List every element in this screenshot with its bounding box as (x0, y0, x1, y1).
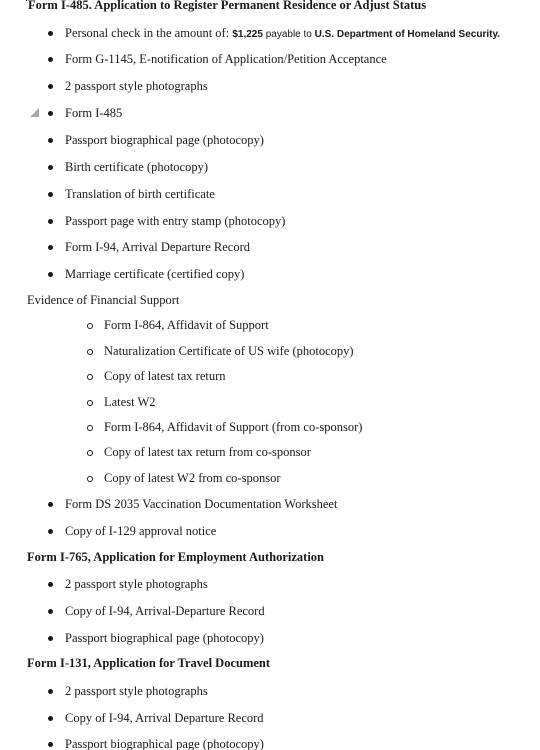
check-text-middle: payable to (262, 29, 315, 40)
circle-bullet-icon (87, 400, 93, 406)
bullet-icon (48, 84, 53, 89)
sub-list-item: Copy of latest tax return (0, 365, 540, 387)
financial-support-heading: Evidence of Financial Support (27, 293, 180, 307)
bullet-icon (48, 111, 53, 116)
list-item: Copy of I-129 approval notice (0, 520, 540, 542)
check-text-prefix: Personal check in the amount of: (65, 26, 233, 40)
list-item: Form G-1145, E-notification of Application/Petition Acceptance (0, 48, 540, 70)
list-item: 2 passport style photographs (0, 75, 540, 97)
circle-bullet-icon (87, 450, 93, 456)
sub-list-item: Latest W2 (0, 391, 540, 413)
circle-bullet-icon (87, 374, 93, 380)
bullet-icon (48, 529, 53, 534)
bullet-icon (48, 689, 53, 694)
list-item: 2 passport style photographs (0, 680, 540, 702)
check-amount: $1,225 (232, 29, 263, 40)
list-item: Passport page with entry stamp (photocopy) (0, 210, 540, 232)
check-payee: U.S. Department of Homeland Security. (314, 29, 501, 40)
list-item: Copy of I-94, Arrival-Departure Record (0, 600, 540, 622)
sub-list-item: Copy of latest tax return from co-sponsor (0, 441, 540, 463)
list-item-personal-check (0, 22, 540, 44)
bullet-icon (48, 272, 53, 277)
text-cursor (26, 0, 27, 1)
list-item: 2 passport style photographs (0, 573, 540, 595)
collapse-triangle-icon[interactable] (30, 108, 39, 117)
sub-list-item: Copy of latest W2 from co-sponsor (0, 467, 540, 489)
bullet-icon (48, 245, 53, 250)
bullet-icon (48, 57, 53, 62)
circle-bullet-icon (87, 425, 93, 431)
list-item: Copy of I-94, Arrival Departure Record (0, 707, 540, 729)
bullet-icon (48, 165, 53, 170)
list-item: Translation of birth certificate (0, 183, 540, 205)
sub-list-item: Naturalization Certificate of US wife (photocopy) (0, 340, 540, 362)
bullet-icon (48, 582, 53, 587)
list-item: Form I-94, Arrival Departure Record (0, 236, 540, 258)
bullet-icon (48, 138, 53, 143)
circle-bullet-icon (87, 323, 93, 329)
heading-form-i485: Form I-485. Application to Register Permanent Residence or Adjust Status (0, 0, 540, 16)
list-item: Passport biographical page (photocopy) (0, 733, 540, 750)
heading-form-i131: Form I-131, Application for Travel Document (27, 656, 271, 670)
bullet-icon (48, 219, 53, 224)
list-item: Marriage certificate (certified copy) (0, 263, 540, 285)
bullet-icon (48, 609, 53, 614)
heading-form-i765: Form I-765, Application for Employment Authorization (27, 550, 324, 564)
bullet-icon (48, 502, 53, 507)
list-item: Form DS 2035 Vaccination Documentation Worksheet (0, 493, 540, 515)
sub-list-item: Form I-864, Affidavit of Support (0, 314, 540, 336)
bullet-icon (48, 192, 53, 197)
bullet-icon (48, 742, 53, 747)
bullet-icon (48, 636, 53, 641)
list-item: Passport biographical page (photocopy) (0, 627, 540, 649)
circle-bullet-icon (87, 476, 93, 482)
sub-list-item: Form I-864, Affidavit of Support (from co-sponsor) (0, 416, 540, 438)
bullet-icon (48, 31, 53, 36)
bullet-icon (48, 716, 53, 721)
circle-bullet-icon (87, 349, 93, 355)
list-item-form-i485: Form I-485 (0, 102, 540, 124)
list-item: Birth certificate (photocopy) (0, 156, 540, 178)
list-item: Passport biographical page (photocopy) (0, 129, 540, 151)
